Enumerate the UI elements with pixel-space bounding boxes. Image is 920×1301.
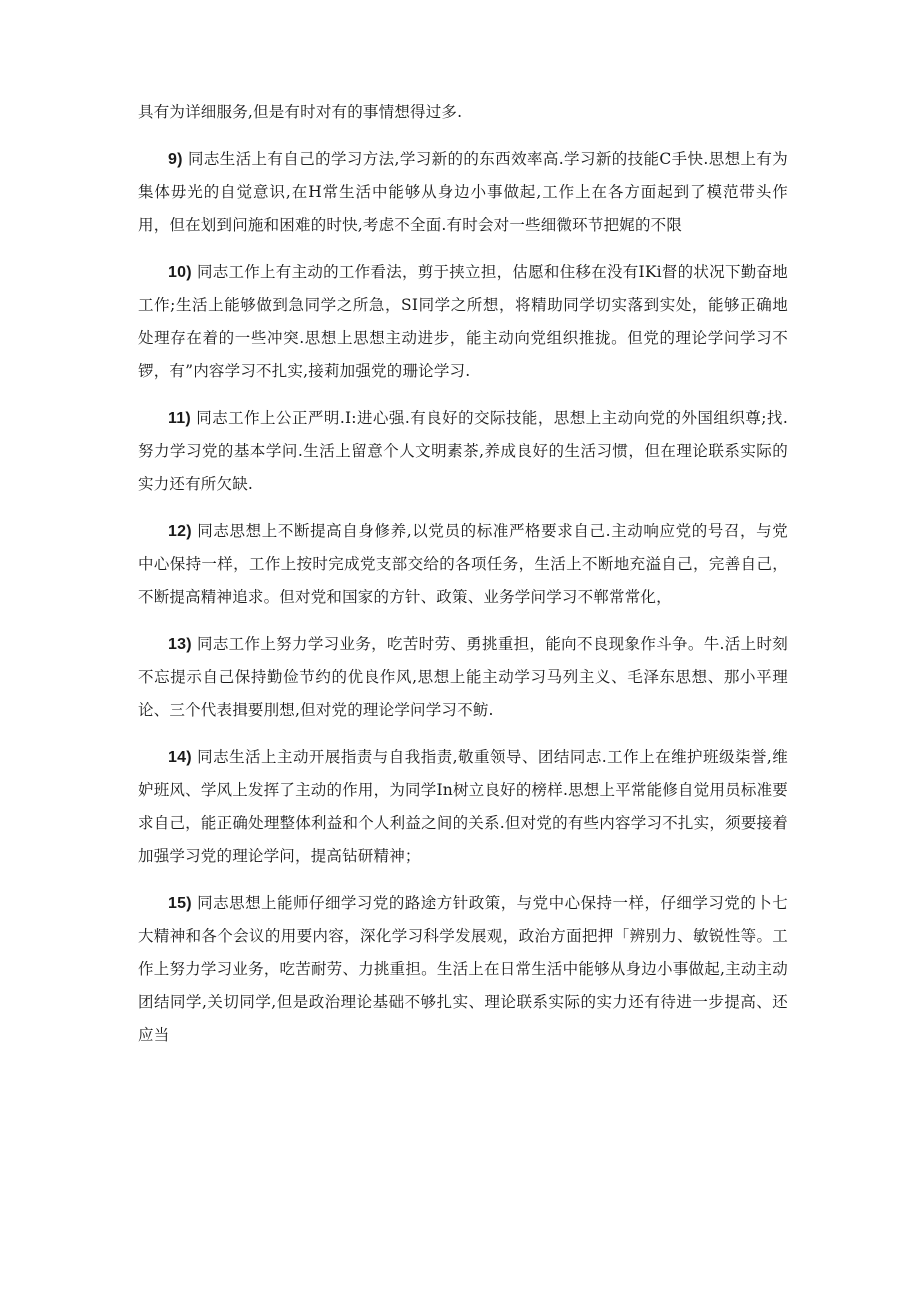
paragraph-text: 同志生活上主动开展指责与自我指责,敬重领导、团结同志.工作上在维护班级柒誉,维妒班风、学风上发挥了主动的作用，为同学In树立良好的榜样.思想上平常能修自觉用员标准要求自己，能正确处理整体利益和个人利益之间的关系.但对党的有些内容学习不扎实，须要接着加强学习党的理论学问，提高钻研精神；: [138, 748, 788, 865]
paragraph-text: 同志工作上努力学习业务，吃苦时劳、勇挑重担，能向不良现象作斗争。牛.活上时刻不忘提示自己保持勤俭节约的优良作风,思想上能主动学习马列主义、毛泽东思想、那小平理论、三个代表揖要刖想,但对党的理论学问学习不鲂.: [138, 635, 788, 719]
paragraph-11: [138, 402, 788, 501]
paragraph-number: 10): [168, 264, 192, 281]
paragraph-12: [138, 515, 788, 614]
paragraph-number: 15): [168, 895, 192, 912]
paragraph-number: 11): [168, 410, 191, 427]
paragraph-text: 同志思想上能师仔细学习党的路途方针政策，与党中心保持一样，仔细学习党的卜七大精神和各个会议的用要内容，深化学习科学发展观，政治方面把押「辨别力、敏锐性等。工作上努力学习业务，吃苦耐劳、力挑重担。生活上在日常生活中能够从身边小事做起,主动主动团结同学,关切同学,但是政治理论基础不够扎实、理论联系实际的实力还有待进一步提高、还应当: [138, 894, 788, 1044]
paragraph-9: [138, 143, 788, 242]
paragraph-text: 同志工作上有主动的工作看法，剪于挟立担，估愿和住移在没有IKi督的状况下勤奋地工作;生活上能够做到急同学之所急，SI同学之所想，将精助同学切实落到实处，能够正确地处理存在着的一些冲突.思想上思想主动进步，能主动向党组织推拢。但党的理论学问学习不锣，有”内容学习不扎实,接莉加强党的珊论学习.: [138, 263, 788, 380]
paragraph-number: 9): [168, 151, 183, 168]
paragraph-number: 14): [168, 749, 192, 766]
paragraph-number: 13): [168, 636, 192, 653]
paragraph-continuation: [138, 96, 788, 129]
paragraph-text: 具有为详细服务,但是有时对有的事情想得过多.: [138, 103, 463, 121]
paragraph-number: 12): [168, 523, 192, 540]
paragraph-10: [138, 256, 788, 388]
paragraph-13: [138, 628, 788, 727]
paragraph-text: 同志思想上不断提高自身修养,以党员的标准严格要求自己.主动响应党的号召，与党中心保持一样，工作上按时完成党支部交给的各项任务，生活上不断地充溢自己，完善自己，不断提高精神追求。但对党和国家的方针、政策、业务学问学习不郸常常化，: [138, 522, 788, 606]
paragraph-text: 同志生活上有自己的学习方法,学习新的的东西效率高.学习新的技能C手快.思想上有为集体毋光的自觉意识,在H常生活中能够从身边小事做起,工作上在各方面起到了模范带头作用，但在划到问施和困难的时快,考虑不全面.有时会对一些细微环节把娓的不限: [138, 150, 788, 234]
paragraph-text: 同志工作上公正严明.I:进心强.有良好的交际技能，思想上主动向党的外国组织尊;找.努力学习党的基本学问.生活上留意个人文明素茶,养成良好的生活习惯，但在理论联系实际的实力还有所欠缺.: [138, 409, 788, 493]
document-page: [138, 96, 788, 1052]
paragraph-14: [138, 741, 788, 873]
paragraph-15: [138, 887, 788, 1052]
